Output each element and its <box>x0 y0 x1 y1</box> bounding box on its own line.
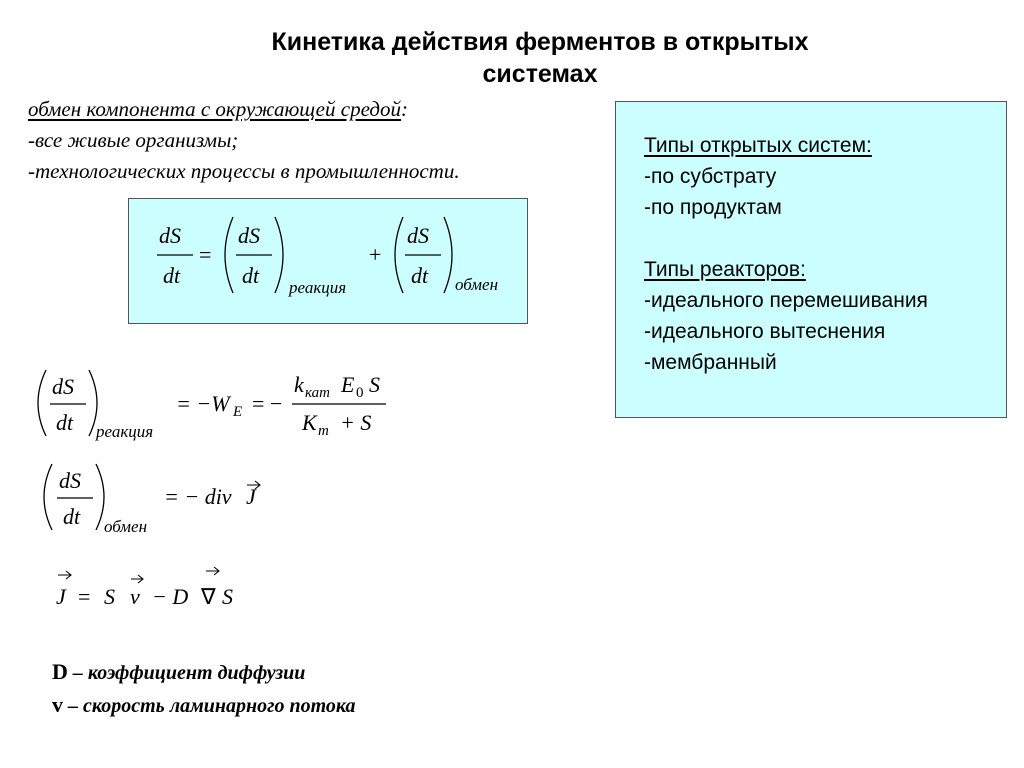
equation-flux <box>56 567 233 609</box>
eq2-km: K <box>302 410 317 435</box>
eq1-equals: = <box>199 242 212 267</box>
eq2-e0: E <box>341 372 355 397</box>
eq4-nabla-arrow <box>206 567 219 575</box>
eq4-j: J <box>56 584 66 609</box>
eq2-e0-sub: 0 <box>356 385 364 401</box>
eq2-plus-s: + S <box>340 410 372 435</box>
eq4-v: v <box>130 584 140 609</box>
eq2-k: k <box>294 372 304 397</box>
eq1-sub-reaction: реакция <box>289 278 347 297</box>
eq2-part2: = − <box>252 391 283 416</box>
reactor-type-membrane: -мембранный <box>644 351 777 374</box>
eq3-rhs: = − div <box>164 484 232 509</box>
eq4-j-arrow <box>58 571 71 579</box>
eq3-vector-arrow <box>247 481 260 489</box>
systems-types-header: Типы открытых систем: <box>644 134 872 157</box>
eq2-part1-sub: E <box>233 404 243 420</box>
eq1-paren-left-2 <box>395 217 403 293</box>
eq1-lhs-den: dt <box>163 263 181 288</box>
eq2-part1: = −W <box>176 391 230 416</box>
eq2-sub: реакция <box>96 422 154 441</box>
reactor-type-displacement: -идеального вытеснения <box>644 320 886 343</box>
eq4-minus-d: − D <box>152 584 189 609</box>
eq4-s: S <box>104 584 115 609</box>
reactor-type-mixing: -идеального перемешивания <box>644 289 928 312</box>
eq4-s2: S <box>222 584 233 609</box>
eq2-km-sub: m <box>318 423 329 439</box>
eq1-paren-left-1 <box>225 217 233 293</box>
eq2-den: dt <box>56 410 74 435</box>
eq4-eq: = <box>78 584 91 609</box>
equation-reaction-rate <box>38 370 386 441</box>
balance-equation <box>129 199 529 325</box>
eq1-sub-exchange: обмен <box>455 275 499 294</box>
title-line-2: системах <box>482 60 598 88</box>
eq4-v-arrow <box>131 575 143 583</box>
equation-exchange <box>44 464 260 536</box>
eq3-num: dS <box>59 468 81 493</box>
eq1-den-2: dt <box>411 263 429 288</box>
eq2-paren-left <box>38 370 46 436</box>
legend-diffusion <box>52 656 356 689</box>
title-line-1: Кинетика действия ферментов в открытых <box>271 28 809 56</box>
eq1-paren-right-1 <box>275 217 283 293</box>
legend <box>52 656 356 722</box>
legend-v-symbol: v <box>52 692 63 717</box>
legend-d-text: – коэффициент диффузии <box>67 662 306 684</box>
legend-velocity <box>52 689 356 722</box>
box-spacer <box>644 223 1006 254</box>
intro-text <box>28 94 460 187</box>
systems-type-products: -по продуктам <box>644 196 782 219</box>
eq2-num: dS <box>52 374 74 399</box>
intro-line-1-text: обмен компонента с окружающей средой <box>28 97 401 121</box>
legend-d-symbol: D <box>52 659 68 684</box>
reactor-types-header: Типы реакторов: <box>644 258 806 281</box>
eq3-paren-left <box>44 464 52 530</box>
eq3-j: J <box>246 484 256 509</box>
systems-type-substrate: -по субстрату <box>644 165 777 188</box>
intro-line-3: -технологических процессы в промышленности. <box>28 159 460 183</box>
eq1-num-1: dS <box>238 223 260 248</box>
eq2-s: S <box>369 372 380 397</box>
intro-line-2: -все живые организмы; <box>28 128 239 152</box>
eq1-lhs-num: dS <box>159 223 181 248</box>
eq1-num-2: dS <box>407 223 429 248</box>
eq2-paren-right <box>89 370 97 436</box>
open-systems-box <box>615 101 1007 418</box>
eq3-sub: обмен <box>104 517 148 536</box>
intro-colon: : <box>401 97 408 121</box>
eq1-plus: + <box>369 242 382 267</box>
eq1-den-1: dt <box>242 263 260 288</box>
eq1-paren-right-2 <box>444 217 452 293</box>
eq4-nabla: ∇ <box>201 584 216 609</box>
eq2-k-sub: кат <box>305 385 330 401</box>
legend-v-text: – скорость ламинарного потока <box>63 695 356 717</box>
balance-equation-box <box>128 198 528 324</box>
page-title <box>200 26 880 90</box>
eq3-paren-right <box>96 464 104 530</box>
eq3-den: dt <box>63 504 81 529</box>
intro-line-1 <box>28 94 460 125</box>
